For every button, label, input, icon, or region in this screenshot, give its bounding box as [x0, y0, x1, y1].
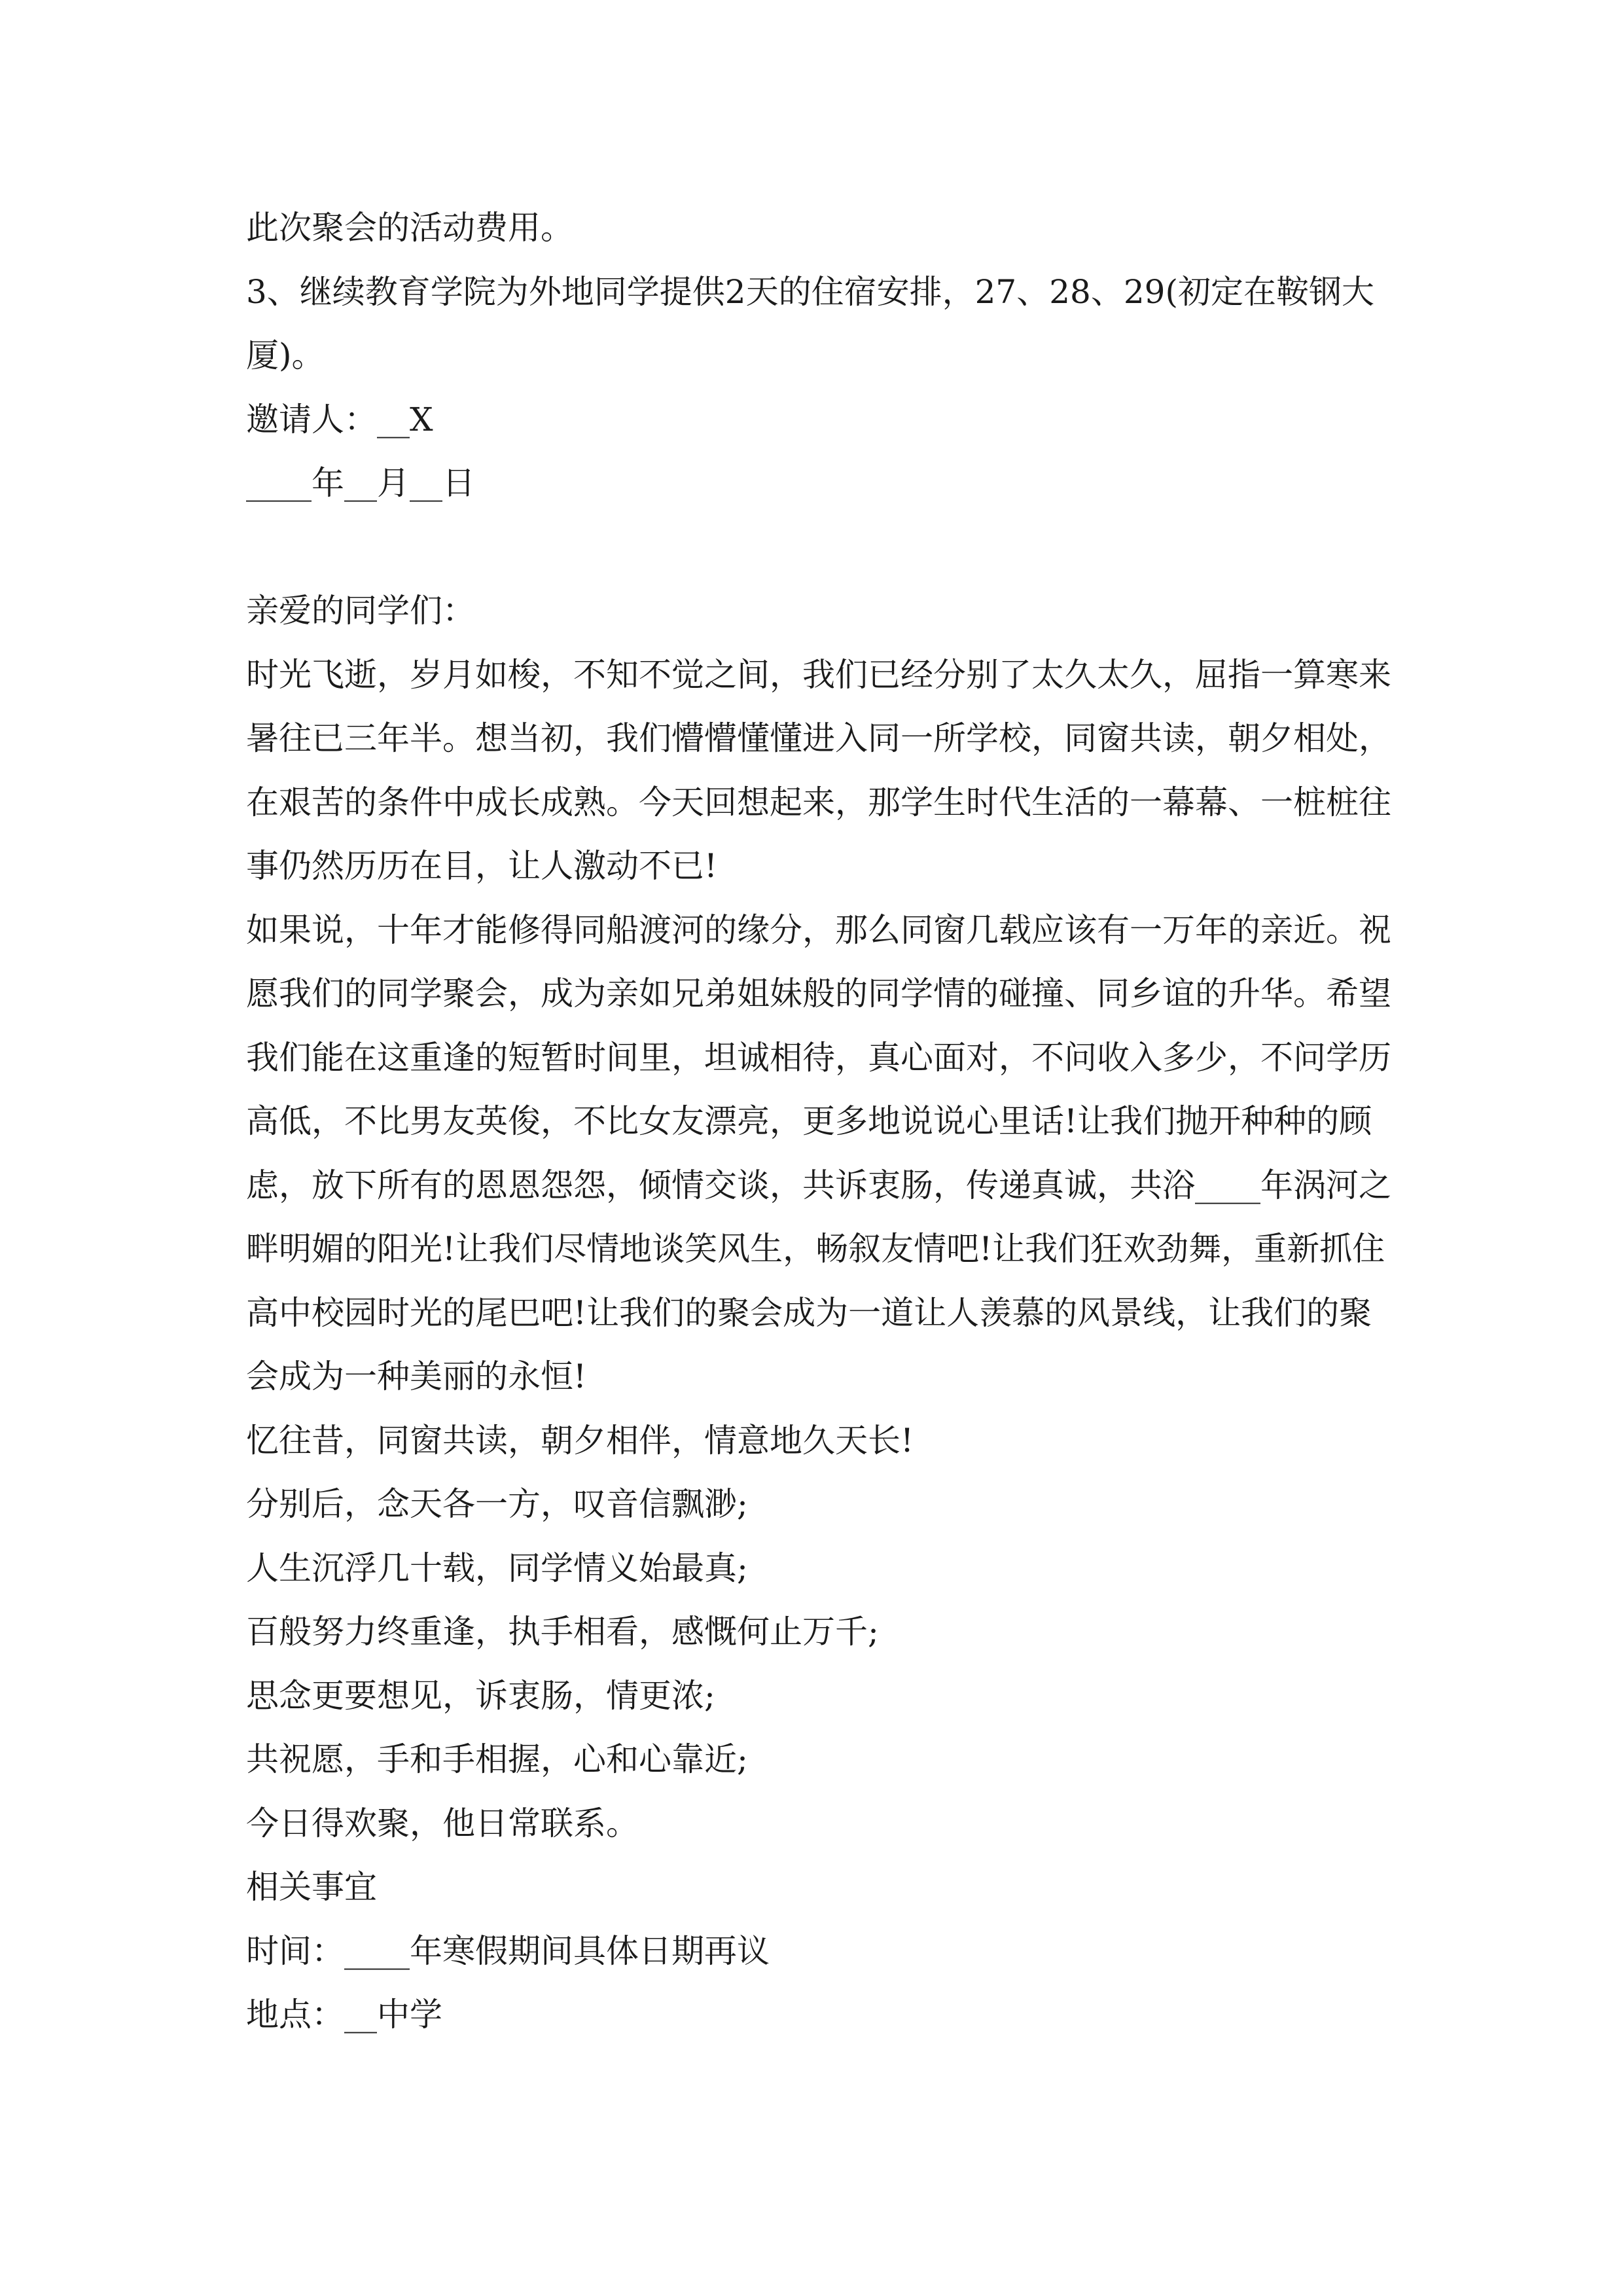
poem-line: 共祝愿，手和手相握，心和心靠近;	[246, 1740, 748, 1778]
poem-line: 思念更要想见，诉衷肠，情更浓;	[246, 1676, 715, 1715]
text-line: 畔明媚的阳光!让我们尽情地谈笑风生，畅叙友情吧!让我们狂欢劲舞，重新抓住	[246, 1230, 1385, 1268]
poem-line: 今日得欢聚，他日常联系。	[246, 1804, 639, 1842]
text-line: 我们能在这重逢的短暂时间里，坦诚相待，真心面对，不问收入多少，不问学历	[246, 1038, 1391, 1077]
text-line: 此次聚会的活动费用。	[246, 209, 573, 247]
document-body	[246, 196, 1398, 2047]
text-line: 会成为一种美丽的永恒!	[246, 1357, 587, 1395]
location-line: 地点：__中学	[246, 1996, 442, 2034]
text-line: 3、继续教育学院为外地同学提供2天的住宿安排，27、28、29(初定在鞍钢大	[246, 272, 1374, 311]
poem-line: 分别后，念天各一方，叹音信飘渺;	[246, 1485, 748, 1523]
text-line: 虑，放下所有的恩恩怨怨，倾情交谈，共诉衷肠，传递真诚，共浴____年涡河之	[246, 1166, 1391, 1204]
text-line: 愿我们的同学聚会，成为亲如兄弟姐妹般的同学情的碰撞、同乡谊的升华。希望	[246, 975, 1391, 1013]
poem-line: 人生沉浮几十载，同学情义始最真;	[246, 1549, 748, 1587]
section-gap	[246, 516, 1398, 580]
text-line: 在艰苦的条件中成长成熟。今天回想起来，那学生时代生活的一幕幕、一桩桩往	[246, 783, 1391, 821]
poem-line: 忆往昔，同窗共读，朝夕相伴，情意地久天长!	[246, 1421, 914, 1460]
poem-line: 百般努力终重逢，执手相看，感慨何止万千;	[246, 1613, 879, 1651]
text-line: 暑往已三年半。想当初，我们懵懵懂懂进入同一所学校，同窗共读，朝夕相处，	[246, 719, 1391, 757]
text-line: 厦)。	[246, 336, 325, 374]
date-line: ____年__月__日	[246, 464, 475, 502]
section-heading: 相关事宜	[246, 1868, 377, 1906]
inviter-line: 邀请人：__X	[246, 400, 433, 439]
text-line: 高中校园时光的尾巴吧!让我们的聚会成为一道让人羡慕的风景线，让我们的聚	[246, 1293, 1372, 1332]
text-line: 事仍然历历在目，让人激动不已!	[246, 847, 718, 885]
text-line: 如果说，十年才能修得同船渡河的缘分，那么同窗几载应该有一万年的亲近。祝	[246, 910, 1391, 949]
text-line: 时光飞逝，岁月如梭，不知不觉之间，我们已经分别了太久太久，屈指一算寒来	[246, 655, 1391, 694]
greeting: 亲爱的同学们：	[246, 592, 475, 630]
time-line: 时间：____年寒假期间具体日期再议	[246, 1931, 770, 1970]
text-line: 高低，不比男友英俊，不比女友漂亮，更多地说说心里话!让我们抛开种种的顾	[246, 1102, 1372, 1140]
